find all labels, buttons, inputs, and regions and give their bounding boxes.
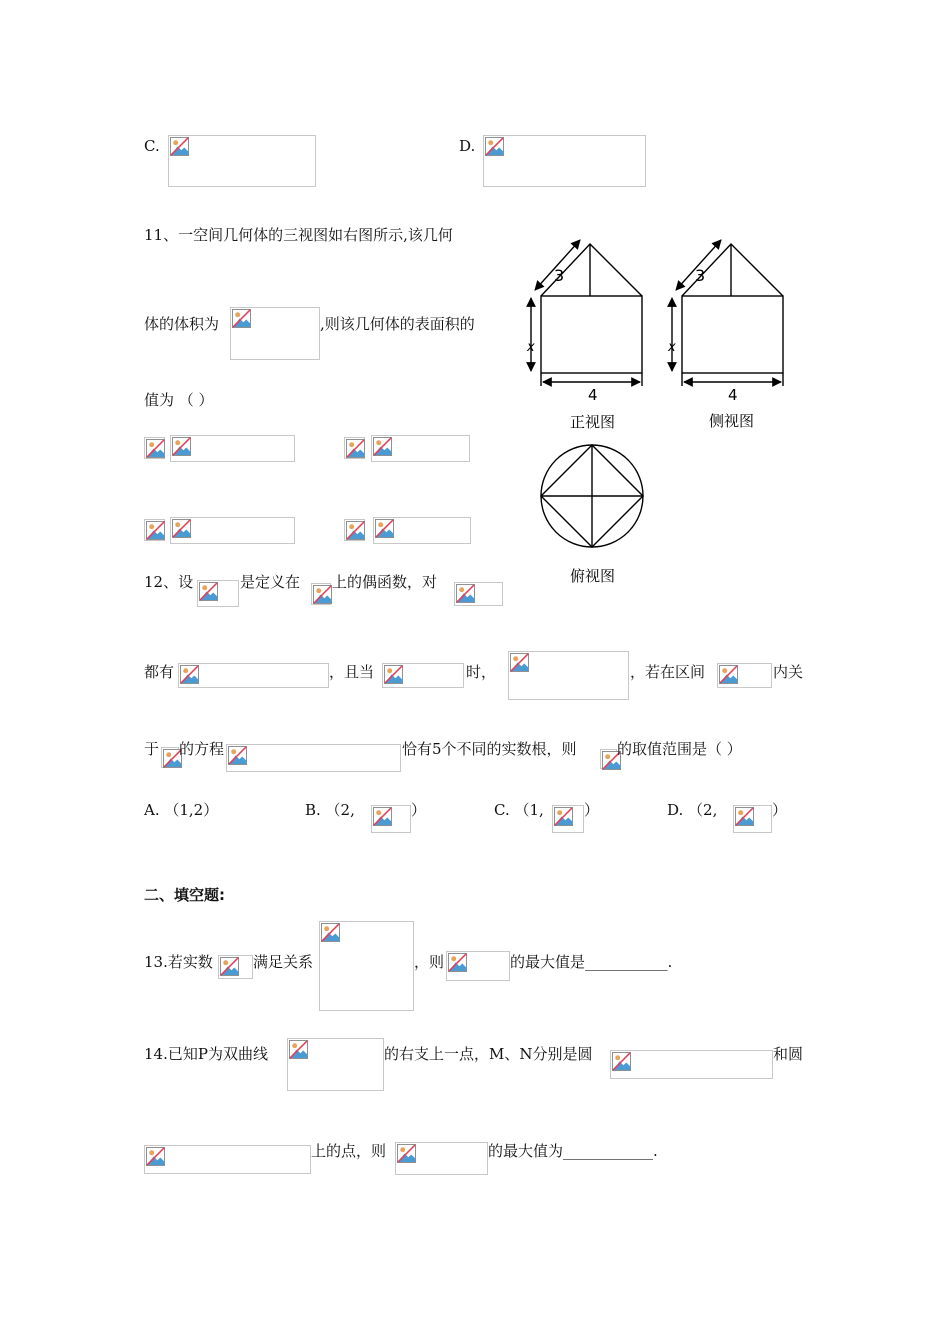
q12-option-a: A. （1,2） (144, 801, 219, 819)
q13-end: 的最大值是___________. (510, 953, 673, 971)
q14-circle1-image (610, 1050, 773, 1079)
broken-image-icon (719, 665, 738, 684)
q13-objective-image (446, 951, 510, 981)
q11-option-a-marker-image (144, 437, 165, 459)
broken-image-icon (373, 807, 392, 826)
q11-option-b-marker-image (344, 437, 365, 459)
three-view-figure (520, 228, 800, 600)
broken-image-icon (180, 665, 199, 684)
q13-start: 13.若实数 (144, 953, 213, 971)
q14-circle-label: 的右支上一点，M、N分别是圆 (384, 1045, 593, 1063)
q12-option-b: B. （2, (305, 801, 355, 819)
q11-line3: 值为 （ ） (144, 391, 214, 409)
q11-option-a-image (170, 435, 295, 462)
broken-image-icon (510, 653, 529, 672)
q14-circle2-image (144, 1145, 311, 1174)
q13-system-image (319, 921, 414, 1011)
q12-option-c-close: ） (584, 801, 600, 819)
q12-line1-start: 12、设 (144, 573, 194, 591)
broken-image-icon (321, 923, 340, 942)
q11-line2-end: ,则该几何体的表面积的 (320, 315, 475, 333)
q14-expression-image (395, 1142, 488, 1175)
q13-relation-label: 满足关系 (253, 953, 314, 971)
q12-range-image (717, 663, 772, 688)
q12-parameter-image (600, 749, 617, 769)
q12-line3-roots: 恰有5个不同的实数根，则 (402, 740, 577, 758)
broken-image-icon (146, 1147, 165, 1166)
q11-option-d-marker-image (344, 519, 365, 541)
front-view (531, 240, 642, 386)
q12-option-d-image (733, 805, 772, 833)
broken-image-icon (232, 309, 251, 328)
q11-option-b-image (371, 435, 470, 462)
q12-equation-image (226, 744, 401, 772)
q12-line2-when: ，且当 (329, 663, 375, 681)
broken-image-icon (228, 746, 247, 765)
q12-definition-image (508, 651, 629, 700)
q12-line3-start: 于 (144, 740, 160, 758)
broken-image-icon (220, 957, 239, 976)
broken-image-icon (397, 1144, 416, 1163)
broken-image-icon (375, 519, 394, 538)
q14-end: 的最大值为____________. (488, 1142, 658, 1160)
q12-option-b-close: ） (411, 801, 427, 819)
front-view-label: 正视图 (570, 413, 616, 431)
broken-image-icon (485, 137, 504, 156)
broken-image-icon (289, 1040, 308, 1059)
q11-option-d-image (373, 517, 471, 544)
broken-image-icon (735, 807, 754, 826)
q12-line1-end: 上的偶函数，对 (332, 573, 438, 591)
q12-line2-time: 时， (466, 663, 497, 681)
broken-image-icon (456, 584, 475, 603)
broken-image-icon (146, 521, 165, 540)
broken-image-icon (172, 437, 191, 456)
q12-option-d: D. （2, (667, 801, 718, 819)
broken-image-icon (448, 953, 467, 972)
top-view (541, 445, 643, 547)
q12-line3-end: 的取值范围是（ ） (617, 740, 742, 758)
front-height-dim: x (527, 340, 535, 355)
q12-line2-interval: ，若在区间 (630, 663, 706, 681)
broken-image-icon (346, 439, 365, 458)
broken-image-icon (554, 807, 573, 826)
q12-option-d-close: ） (772, 801, 788, 819)
q10-option-d-image (483, 135, 646, 187)
broken-image-icon (170, 137, 189, 156)
q14-and-circle: 和圆 (773, 1045, 804, 1063)
side-view (672, 240, 783, 386)
q11-option-c-marker-image (144, 519, 165, 541)
q14-hyperbola-image (287, 1038, 384, 1091)
q13-variables-image (218, 955, 253, 979)
q12-option-c-image (552, 805, 584, 833)
q12-line2-end: 内关 (773, 663, 804, 681)
broken-image-icon (199, 582, 218, 601)
q11-option-c-image (170, 517, 295, 544)
q14-points: 上的点，则 (311, 1142, 387, 1160)
q11-volume-formula-image (230, 307, 320, 360)
q12-option-c: C. （1, (494, 801, 544, 819)
front-width-dim: 4 (588, 386, 598, 404)
broken-image-icon (313, 585, 332, 604)
broken-image-icon (146, 439, 165, 458)
q12-function-image (197, 580, 239, 607)
q12-domain-image (311, 583, 331, 605)
q12-identity-image (178, 663, 329, 688)
q12-line3-equation-label: 的方程 (179, 740, 225, 758)
q12-line1-mid: 是定义在 (240, 573, 301, 591)
q12-interval-condition-image (382, 663, 464, 688)
q10-option-c-image (168, 135, 316, 187)
side-height-dim: x (668, 340, 676, 355)
broken-image-icon (384, 665, 403, 684)
q11-line2-start: 体的体积为 (144, 315, 220, 333)
broken-image-icon (172, 519, 191, 538)
q10-option-d-label: D. (459, 137, 476, 155)
side-view-label: 侧视图 (709, 412, 755, 430)
side-width-dim: 4 (728, 386, 738, 404)
top-view-label: 俯视图 (570, 567, 616, 585)
q12-line2-start: 都有 (144, 663, 175, 681)
q10-option-c-label: C. (144, 137, 160, 155)
section-fill-in-title: 二、填空题: (144, 886, 225, 904)
q13-then: ，则 (414, 953, 445, 971)
front-slant-dim: 3 (554, 266, 565, 285)
q14-start: 14.已知P为双曲线 (144, 1045, 268, 1063)
q12-option-b-image (371, 805, 411, 833)
broken-image-icon (612, 1052, 631, 1071)
broken-image-icon (346, 521, 365, 540)
side-slant-dim: 3 (695, 266, 706, 285)
broken-image-icon (373, 437, 392, 456)
q12-forall-image (454, 582, 503, 606)
q12-variable-image (161, 747, 179, 768)
q11-line1: 11、一空间几何体的三视图如右图所示,该几何 (144, 226, 453, 244)
